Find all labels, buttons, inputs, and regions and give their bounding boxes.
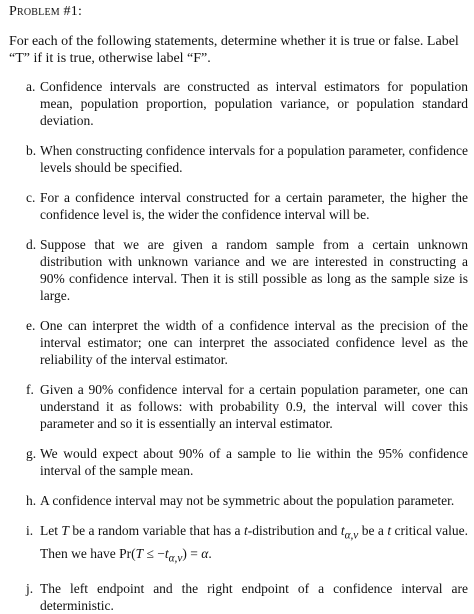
- statement-letter: b.: [26, 143, 37, 158]
- statement-item-i: [26, 522, 468, 567]
- statement-item-f: [26, 381, 468, 432]
- statement-letter: j.: [26, 581, 34, 597]
- statement-item-e: [26, 317, 468, 368]
- statement-letter: c.: [26, 190, 36, 205]
- statement-list: [9, 78, 468, 614]
- statement-text: We would expect about 90% of a sample to lie within the 95% confidence interval of the sample mean.: [40, 446, 468, 478]
- statement-item-g: [26, 445, 468, 479]
- statement-letter: f.: [26, 382, 34, 397]
- statement-text: The left endpoint and the right endpoint of a confidence interval are deterministic.: [40, 581, 468, 614]
- statement-text: One can interpret the width of a confidence interval as the precision of the interval estimator; one can interpret the associated confidence level as the reliability of the interval estimator.: [40, 318, 468, 367]
- problem-heading: Problem #1:: [9, 4, 83, 19]
- statement-letter: e.: [26, 318, 36, 333]
- statement-letter: h.: [26, 493, 37, 508]
- statement-item-c: [26, 189, 468, 223]
- statement-item-b: [26, 142, 468, 176]
- statement-text: Given a 90% confidence interval for a certain population parameter, one can understand it as follows: with probability 0.9, the interval will cover this parameter and so it is essentially an interval estimator.: [40, 382, 468, 431]
- statement-letter: g.: [26, 446, 37, 461]
- statement-text: For a confidence interval constructed for a certain parameter, the higher the confidence level is, the wider the confidence interval will be.: [40, 190, 468, 222]
- statement-text: Confidence intervals are constructed as interval estimators for population mean, population proportion, population variance, or population standard deviation.: [40, 79, 468, 128]
- statement-letter: i.: [26, 523, 34, 538]
- statement-text: Suppose that we are given a random sample from a certain unknown distribution with unknown variance and we are interested in constructing a 90% confidence interval. Then it is still possible as long as the sample size is large.: [40, 237, 468, 303]
- statement-letter: a.: [26, 79, 36, 94]
- statement-item-j: [26, 580, 468, 614]
- statement-item-h: [26, 492, 468, 509]
- statement-text: A confidence interval may not be symmetric about the population parameter.: [40, 493, 455, 508]
- statement-item-a: [26, 78, 468, 129]
- statement-item-d: [26, 236, 468, 304]
- statement-text: When constructing confidence intervals for a population parameter, confidence levels should be specified.: [40, 143, 468, 175]
- statement-letter: d.: [26, 237, 37, 252]
- statement-text: Let T be a random variable that has a t-distribution and $t_{\alpha,\nu}$ be a t critical value. Then we have $Pr(T \le -t_{\alpha,\nu}) = \alpha$.: [40, 523, 468, 565]
- problem-intro: For each of the following statements, determine whether it is true or false. Label “T” if it is true, otherwise label “F”.: [9, 34, 459, 66]
